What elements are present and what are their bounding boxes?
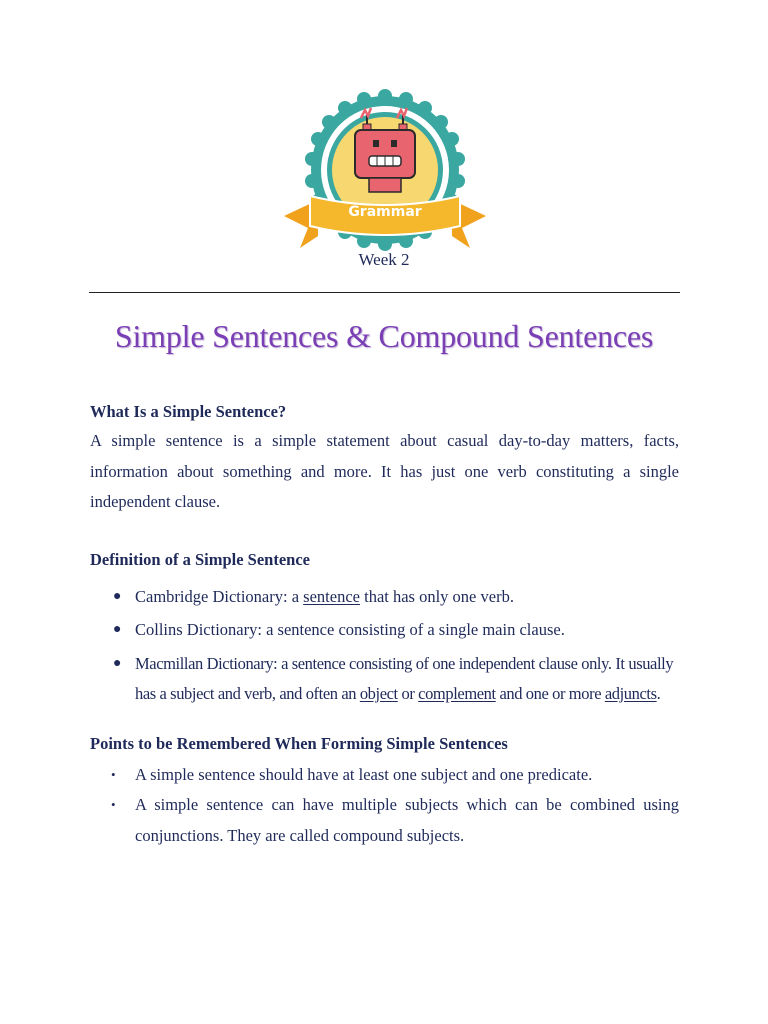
link-adjuncts[interactable]: adjuncts: [604, 684, 657, 703]
bullet-icon: ●: [113, 622, 122, 637]
paragraph: A simple sentence is a simple statement about casual day-to-day matters, facts, information about something and more. It has just one verb constituting a single independent clause.: [90, 431, 679, 511]
definition-list: [90, 582, 679, 710]
document-body: [90, 398, 679, 851]
section-heading: Definition of a Simple Sentence: [90, 549, 310, 569]
section-heading: What Is a Simple Sentence?: [90, 402, 287, 421]
list-item: ● Cambridge Dictionary: a sentence that has only one verb.: [90, 582, 679, 613]
grammar-badge: [280, 88, 490, 258]
link-object[interactable]: object: [359, 684, 398, 703]
week-label: Week 2: [358, 250, 410, 269]
divider: [89, 292, 680, 293]
bullet-icon: ●: [113, 655, 122, 671]
list-item: • A simple sentence can have multiple subjects which can be combined using conjunctions. They are called compound subjects.: [90, 790, 679, 851]
section-heading: Points to be Remembered When Forming Simple Sentences: [90, 733, 508, 753]
badge-label: Grammar: [348, 204, 422, 220]
link-complement[interactable]: complement: [418, 684, 496, 703]
page-title: Simple Sentences & Compound Sentences: [114, 318, 654, 354]
list-item: • A simple sentence should have at least one subject and one predicate.: [90, 760, 679, 791]
bullet-icon: •: [111, 797, 116, 812]
bullet-icon: ●: [113, 588, 122, 604]
robot-mascot-icon: [280, 88, 490, 258]
link-sentence[interactable]: sentence: [303, 586, 360, 606]
list-item: ● Collins Dictionary: a sentence consisting of a single main clause.: [90, 615, 679, 646]
bullet-icon: •: [111, 766, 116, 782]
list-item: ● Macmillan Dictionary: a sentence consisting of one independent clause only. It usually has a subject and verb, and often an object or complement and one or more adjuncts.: [90, 649, 679, 710]
points-list: [90, 760, 679, 852]
